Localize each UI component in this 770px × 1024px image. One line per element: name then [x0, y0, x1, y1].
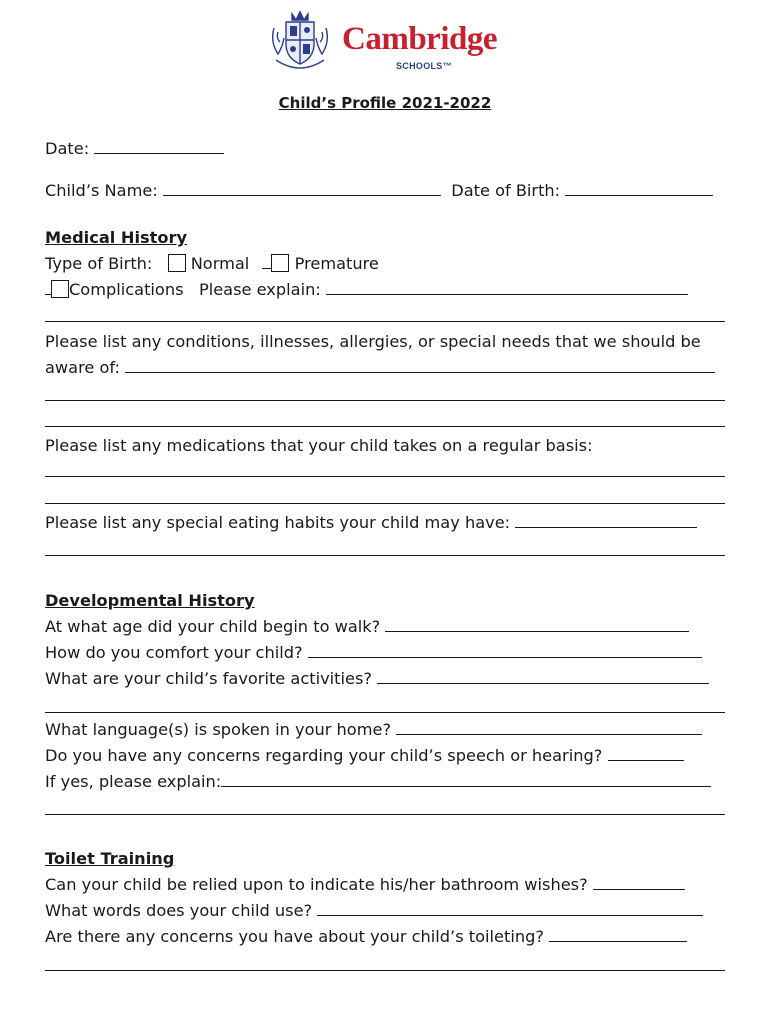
toileting-concerns-row — [45, 927, 727, 947]
words-question: What words does your child use? — [45, 901, 313, 920]
words-field[interactable] — [317, 901, 703, 916]
child-name-label: Child’s Name: — [45, 181, 158, 200]
page-title: Child’s Profile 2021-2022 — [278, 94, 492, 112]
developmental-heading-row — [45, 591, 727, 611]
complications-line-2[interactable] — [45, 321, 725, 322]
activities-line-2[interactable] — [45, 712, 725, 713]
brand-subtitle: SCHOOLS™ — [396, 61, 452, 71]
comfort-question: How do you comfort your child? — [45, 643, 303, 662]
normal-checkbox[interactable] — [168, 254, 186, 272]
medications-question: Please list any medications that your child takes on a regular basis: — [45, 436, 593, 455]
language-question: What language(s) is spoken in your home? — [45, 720, 392, 739]
relied-question: Can your child be relied upon to indicate his/her bathroom wishes? — [45, 875, 588, 894]
toilet-heading-row — [45, 849, 727, 869]
premature-label: Premature — [294, 254, 379, 273]
name-row — [45, 181, 727, 201]
speech-explain-field[interactable] — [221, 772, 711, 787]
relied-row — [45, 875, 727, 895]
toilet-training-heading: Toilet Training — [45, 849, 175, 868]
walk-question: At what age did your child begin to walk? — [45, 617, 381, 636]
birth-type-label: Type of Birth: — [45, 254, 153, 273]
speech-explain-row — [45, 772, 727, 792]
child-name-field[interactable] — [163, 181, 441, 196]
language-row — [45, 720, 727, 740]
medications-line-2[interactable] — [45, 503, 725, 504]
conditions-row-2 — [45, 358, 727, 378]
conditions-question: Please list any conditions, illnesses, allergies, or special needs that we should be — [45, 332, 701, 351]
speech-question: Do you have any concerns regarding your child’s speech or hearing? — [45, 746, 603, 765]
date-row — [45, 139, 727, 159]
medical-heading-row — [45, 228, 727, 248]
speech-row — [45, 746, 727, 766]
language-field[interactable] — [396, 720, 702, 735]
dob-field[interactable] — [565, 181, 713, 196]
conditions-line-2[interactable] — [45, 400, 725, 401]
comfort-field[interactable] — [308, 643, 702, 658]
dob-label: Date of Birth: — [451, 181, 561, 200]
premature-blank — [262, 254, 271, 269]
medications-line-1[interactable] — [45, 476, 725, 477]
speech-explain-line-2[interactable] — [45, 814, 725, 815]
eating-field[interactable] — [515, 513, 697, 528]
school-logo — [268, 8, 508, 76]
crest-icon — [268, 8, 332, 72]
explain-label: Please explain: — [198, 280, 321, 299]
complications-explain-field[interactable] — [326, 280, 688, 295]
brand-name: Cambridge — [342, 21, 497, 57]
developmental-history-heading: Developmental History — [45, 591, 255, 610]
premature-checkbox[interactable] — [271, 254, 289, 272]
date-field[interactable] — [94, 139, 224, 154]
medications-row — [45, 436, 727, 456]
relied-field[interactable] — [593, 875, 685, 890]
conditions-line-3[interactable] — [45, 426, 725, 427]
complications-checkbox[interactable] — [51, 280, 69, 298]
birth-type-row — [45, 254, 727, 274]
conditions-field[interactable] — [125, 358, 715, 373]
walk-field[interactable] — [385, 617, 689, 632]
speech-explain-label: If yes, please explain: — [45, 772, 222, 791]
conditions-row-1 — [45, 332, 727, 352]
toileting-concerns-field[interactable] — [549, 927, 687, 942]
activities-field[interactable] — [377, 669, 709, 684]
speech-field[interactable] — [608, 746, 684, 761]
date-label: Date: — [45, 139, 90, 158]
toileting-concerns-question: Are there any concerns you have about your child’s toileting? — [45, 927, 544, 946]
walk-row — [45, 617, 727, 637]
eating-line-2[interactable] — [45, 555, 725, 556]
comfort-row — [45, 643, 727, 663]
activities-question: What are your child’s favorite activities? — [45, 669, 372, 688]
words-row — [45, 901, 727, 921]
complications-label: Complications — [69, 280, 184, 299]
aware-label: aware of: — [45, 358, 120, 377]
toileting-line-2[interactable] — [45, 970, 725, 971]
normal-label: Normal — [190, 254, 250, 273]
eating-row — [45, 513, 727, 533]
eating-question: Please list any special eating habits your child may have: — [45, 513, 511, 532]
activities-row — [45, 669, 727, 689]
medical-history-heading: Medical History — [45, 228, 188, 247]
complications-row — [45, 280, 727, 300]
